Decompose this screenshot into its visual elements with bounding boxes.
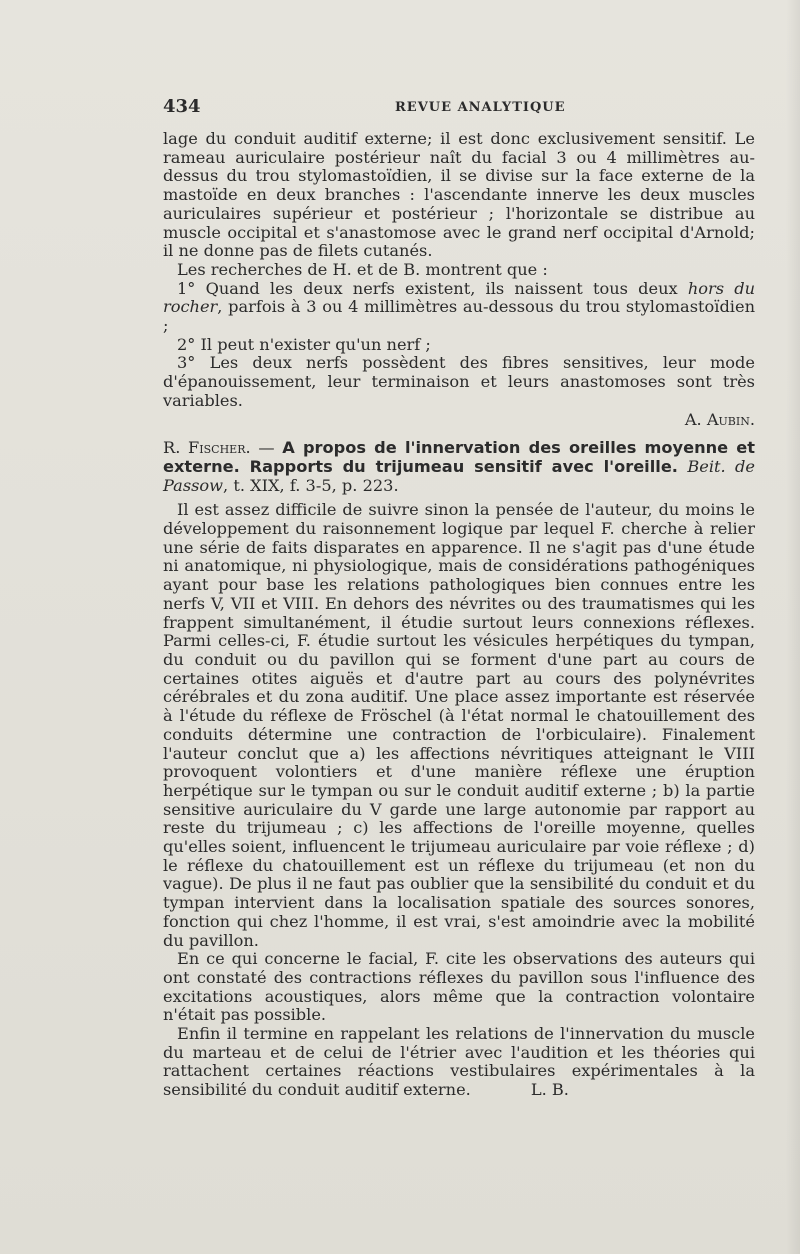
review1-signature [163,411,755,430]
review2-paragraph-3-text: Enfin il termine en rappelant les relations de l'innervation du muscle du marteau et de celui de l'étrier avec l'audition et les théories qui rattachent certaines réactions vestibulaires expérimentales à la sensibilité du conduit auditif externe. [163,1024,755,1100]
review2-dash: — [250,438,283,458]
review2-citation: , t. XIX, f. 3-5, p. 223. [223,475,399,495]
text-column [163,130,755,1100]
review1-paragraph-3 [163,280,755,336]
review2-title: A propos de l'innervation des oreilles moyenne et externe. Rapports du trijumeau sensitif avec l'oreille. [163,438,756,476]
review2-signature: L. B. [530,1080,569,1100]
review2-heading [163,439,755,495]
review2-paragraph-3 [163,1025,755,1100]
review1-p3-end: , parfois à 3 ou 4 millimètres au-dessous du trou stylomastoïdien ; [163,297,755,336]
review2-journal: Beit. de Passow [163,456,756,495]
review1-p3-italic: hors du rocher [163,278,755,317]
review1-paragraph-4: 2° Il peut n'exister qu'un nerf ; [177,334,431,354]
running-title: REVUE ANALYTIQUE [395,100,566,115]
page-edge-shadow [786,0,800,1254]
page-number: 434 [163,96,201,117]
review2-author: R. Fischer. [163,438,251,458]
review1-p3-start: 1° Quand les deux nerfs existent, ils naissent tous deux [177,278,688,298]
review1-signature-text: A. Aubin. [684,409,755,429]
review1-paragraph-1: lage du conduit auditif externe; il est donc exclusivement sensitif. Le rameau auriculaire postérieur naît du facial 3 ou 4 millimètres au-dessus du trou stylomastoïdien, il se divise sur la face externe de la mastoïde en deux branches : l'ascendante innerve les deux muscles auriculaires supérieur et postérieur ; l'horizontale se distribue au muscle occipital et s'anastomose avec le grand nerf occipital d'Arnold; il ne donne pas de filets cutanés. [163,129,755,261]
review2-paragraph-2: En ce qui concerne le facial, F. cite les observations des auteurs qui ont constaté des contractions réflexes du pavillon sous l'influence des excitations acoustiques, alors même que la contraction volontaire n'était pas possible. [163,949,755,1025]
review2-paragraph-1: Il est assez difficile de suivre sinon la pensée de l'auteur, du moins le développement du raisonnement logique par lequel F. cherche à relier une série de faits disparates en apparence. Il ne s'agit pas d'une étude ni anatomique, ni physiologique, mais de considérations pathogéniques ayant pour base les relations pathologiques bien connues entre les nerfs V, VII et VIII. En dehors des névrites ou des traumatismes qui les frappent simultanément, il étudie surtout leurs connexions réflexes. Parmi celles-ci, F. étudie surtout les vésicules herpétiques du tympan, du conduit ou du pavillon qui se forment d'une part au cours de certaines otites aiguës et d'autre part au cours des polynévrites cérébrales et du zona auditif. Une place assez importante est réservée à l'étude du réflexe de Fröschel (à l'état normal le chatouillement des conduits détermine une contraction de l'orbiculaire). Finalement l'auteur conclut que a) les affections névritiques atteignant le VIII provoquent volontiers et d'une manière réflexe une éruption herpétique sur le tympan ou sur le conduit auditif externe ; b) la partie sensitive auriculaire du V garde une large autonomie par rapport au reste du trijumeau ; c) les affections de l'oreille moyenne, quelles qu'elles soient, influencent le trijumeau auriculaire par voie réflexe ; d) le réflexe du chatouillement est un réflexe du trijumeau (et non du vague). De plus il ne faut pas oublier que la sensibilité du conduit et du tympan intervient dans la localisation spatiale des sources sonores, fonction qui chez l'homme, il est vrai, s'est amoindrie avec la mobilité du pavillon. [163,500,755,950]
review1-paragraph-2: Les recherches de H. et de B. montrent que : [177,259,548,279]
review1-paragraph-5: 3° Les deux nerfs possèdent des fibres sensitives, leur mode d'épanouissement, leur terminaison et leurs anastomoses sont très variables. [163,353,755,410]
running-header [163,90,755,124]
